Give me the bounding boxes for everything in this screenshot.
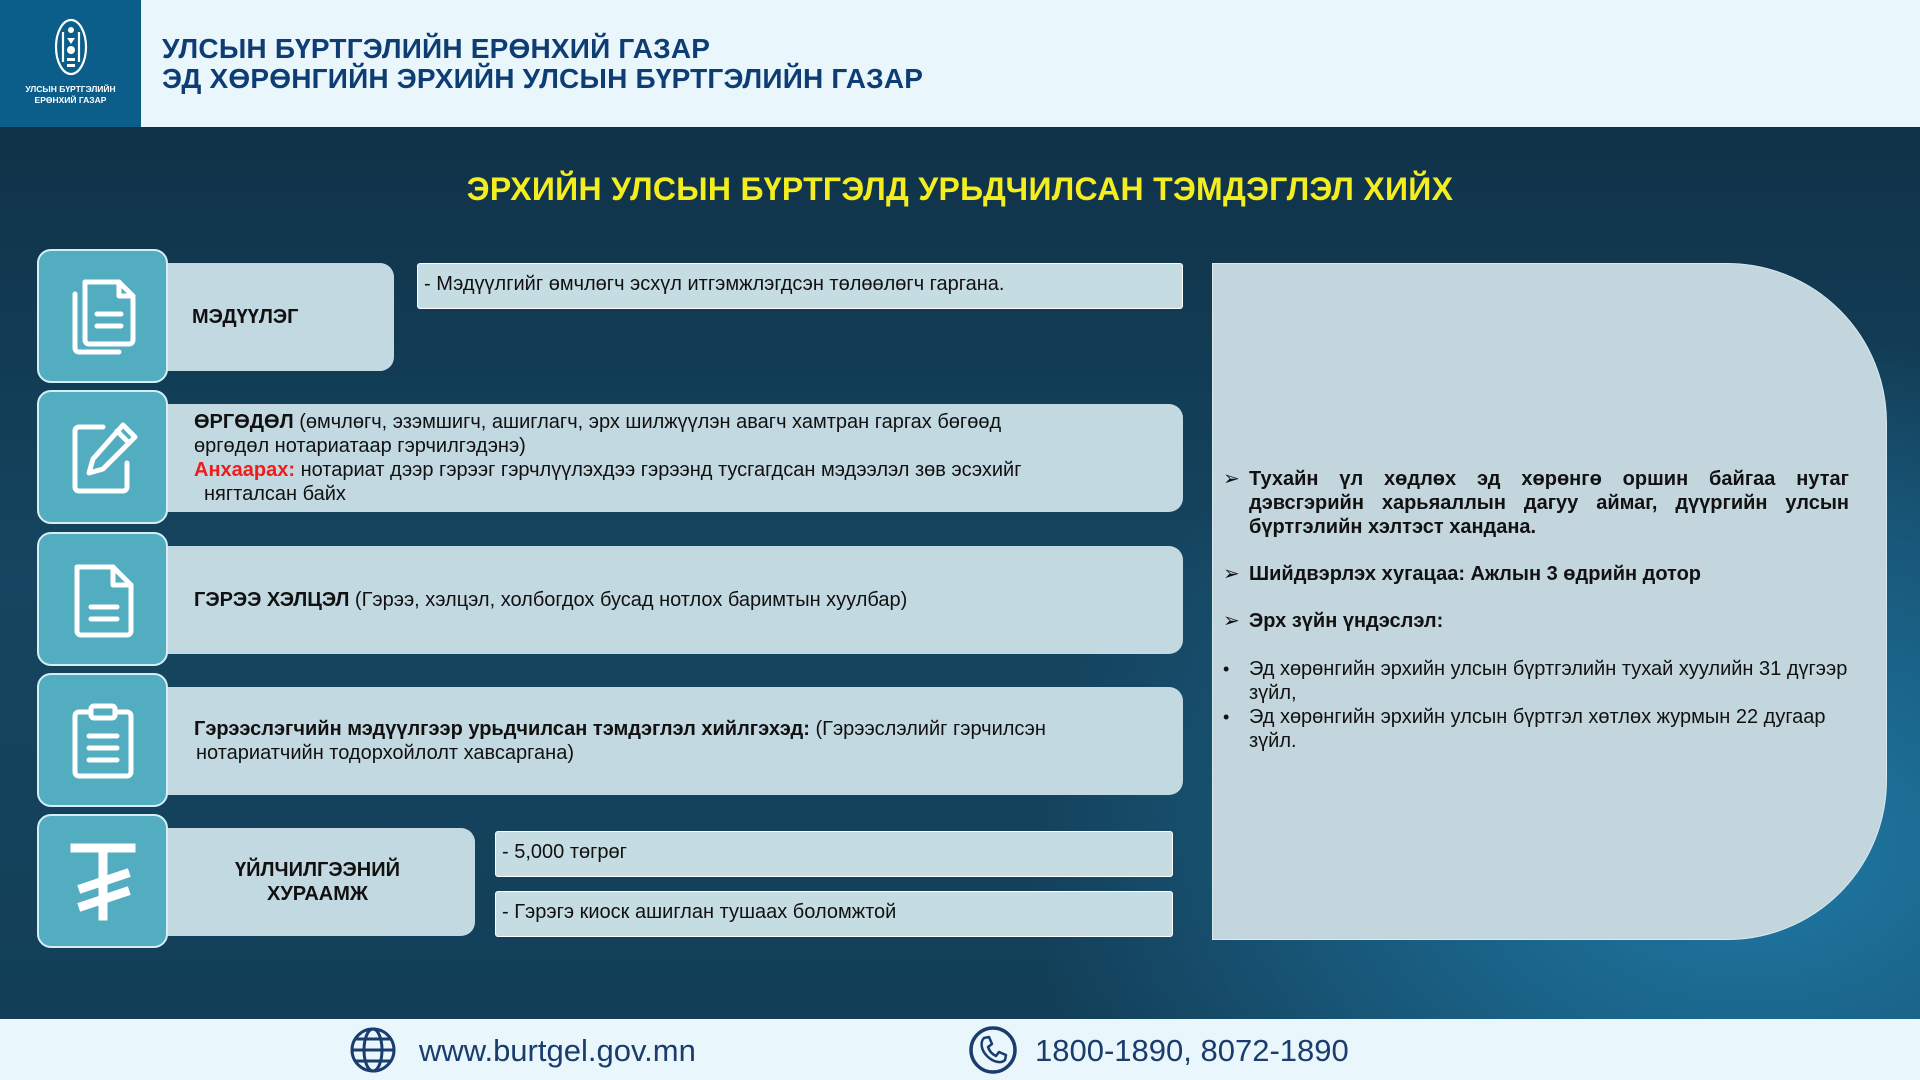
arrow-bullet-icon: ➢ <box>1223 563 1240 585</box>
globe-icon <box>348 1025 398 1075</box>
row-application-label: МЭДҮҮЛЭГ <box>150 263 394 371</box>
arrow-bullet-icon: ➢ <box>1223 468 1240 490</box>
row-fee-tile <box>37 814 168 948</box>
arrow-bullet-icon: ➢ <box>1223 610 1240 632</box>
org-name-line2: ЭД ХӨРӨНГИЙН ЭРХИЙН УЛСЫН БҮРТГЭЛИЙН ГАЗАР <box>162 63 924 94</box>
page-footer <box>0 1019 1920 1080</box>
warning-label: Анхаарах: <box>194 459 296 481</box>
page-header <box>0 0 1920 127</box>
agency-logo[interactable] <box>0 0 141 127</box>
fee-amount-note: - 5,000 төгрөг <box>495 831 1173 877</box>
phone-number[interactable]: 1800-1890, 8072-1890 <box>1035 1033 1349 1068</box>
emblem-icon <box>53 18 89 76</box>
row-petition-label: ӨРГӨДӨЛ (өмчлөгч, эзэмшигч, ашиглагч, эрх шилжүүлэн авагч хамтран гаргах бөгөөд өргөдөл нотариатаар гэрчилгэдэнэ) Анхаарах: нотариат дээр гэрээг гэрчлүүлэхдээ гэрээнд тусгагдсан мэдээлэл зөв эсэхийг нягталсан байх <box>150 404 1183 512</box>
logo-caption: УЛСЫН БҮРТГЭЛИЙН ЕРӨНХИЙ ГАЗАР <box>25 84 116 105</box>
row-contract-label: ГЭРЭЭ ХЭЛЦЭЛ (Гэрээ, хэлцэл, холбогдох бусад нотлох баримтын хуулбар) <box>150 546 1183 654</box>
documents-icon <box>63 274 143 358</box>
row-testament-label: Гэрээслэгчийн мэдүүлгээр урьдчилсан тэмдэглэл хийлгэхэд: (Гэрээслэлийг гэрчилсэн нотариатчийн тодорхойлолт хавсаргана) <box>150 687 1183 795</box>
row-contract-tile <box>37 532 168 666</box>
info-panel <box>1212 263 1887 940</box>
page-title: ЭРХИЙН УЛСЫН БҮРТГЭЛД УРЬДЧИЛСАН ТЭМДЭГЛЭЛ ХИЙХ <box>466 171 1454 207</box>
file-icon <box>63 557 143 641</box>
org-name-line1: УЛСЫН БҮРТГЭЛИЙН ЕРӨНХИЙ ГАЗАР <box>162 33 711 64</box>
info-item-duration: ➢ Шийдвэрлэх хугацаа: Ажлын 3 өдрийн дотор <box>1223 563 1702 585</box>
info-item-office: ➢ Тухайн үл хөдлөх эд хөрөнгө оршин байгаа нутаг дэвсгэрийн харьяаллын дагуу аймаг, дүүргийн улсын бүртгэлийн хэлтэст хандана. <box>1223 468 1849 538</box>
legal-basis-law: • Эд хөрөнгийн эрхийн улсын бүртгэлийн тухай хуулийн 31 дүгээр зүйл, <box>1223 658 1848 704</box>
website-link[interactable]: www.burtgel.gov.mn <box>419 1033 696 1068</box>
row-application-tile <box>37 249 168 383</box>
tugrik-icon <box>63 836 143 926</box>
fee-payment-note: - Гэрэгэ киоск ашиглан тушаах боломжтой <box>495 891 1173 937</box>
legal-basis-regulation: • Эд хөрөнгийн эрхийн улсын бүртгэл хөтлөх журмын 22 дугаар зүйл. <box>1223 706 1826 752</box>
phone-icon <box>968 1025 1018 1075</box>
row-fee-label: ҮЙЛЧИЛГЭЭНИЙ ХУРААМЖ <box>150 828 475 936</box>
row-application-note: - Мэдүүлгийг өмчлөгч эсхүл итгэмжлэгдсэн төлөөлөгч гаргана. <box>417 263 1183 309</box>
clipboard-icon <box>63 698 143 782</box>
edit-document-icon <box>63 415 143 499</box>
row-petition-tile <box>37 390 168 524</box>
row-testament-tile <box>37 673 168 807</box>
info-item-legal-basis: ➢ Эрх зүйн үндэслэл: <box>1223 610 1444 632</box>
main-content <box>0 127 1920 1019</box>
